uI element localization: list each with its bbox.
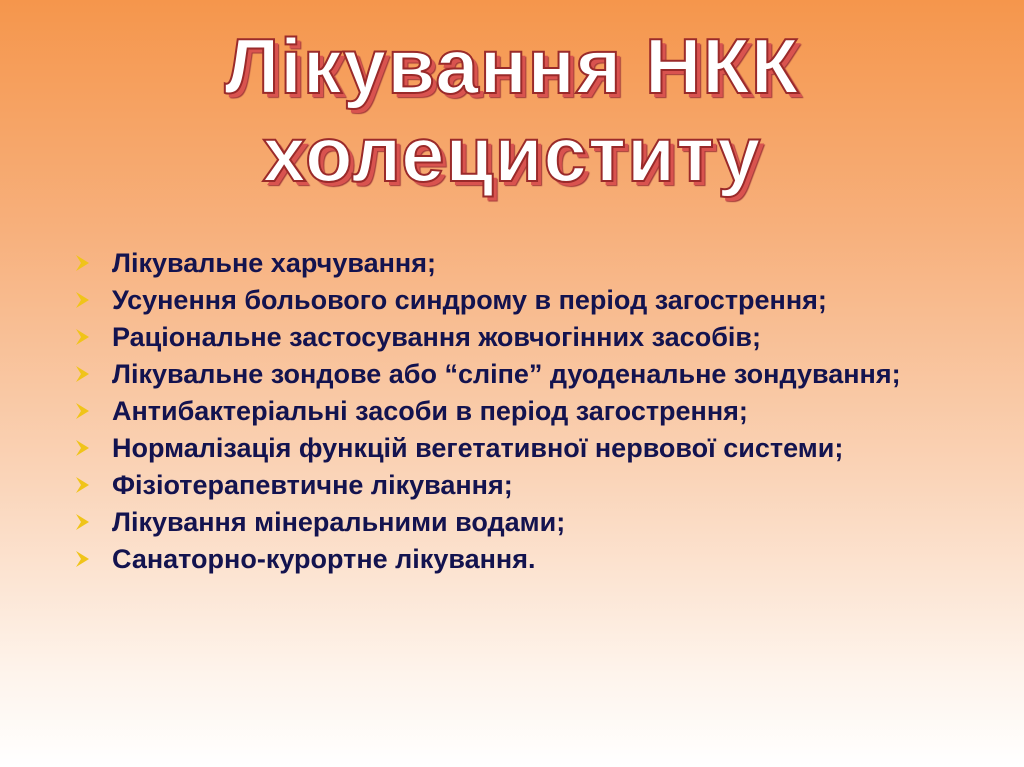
bullet-item: [70, 507, 970, 537]
chevron-right-icon: [74, 328, 90, 346]
slide-title: [0, 22, 1024, 198]
bullet-text: Лікувальне харчування;: [112, 248, 436, 278]
chevron-right-icon: [74, 513, 90, 531]
bullet-item: [70, 544, 970, 574]
bullet-item: [70, 248, 970, 278]
bullet-text: Антибактеріальні засоби в період загострення;: [112, 396, 748, 426]
bullet-item: [70, 359, 970, 389]
bullet-item: [70, 433, 970, 463]
chevron-right-icon: [74, 402, 90, 420]
chevron-right-icon: [74, 254, 90, 272]
bullet-item: [70, 396, 970, 426]
chevron-right-icon: [74, 550, 90, 568]
slide-title-line-1: Лікування НКК: [224, 22, 800, 110]
chevron-right-icon: [74, 476, 90, 494]
bullet-text: Усунення больового синдрому в період загострення;: [112, 285, 827, 315]
bullet-text: Раціональне застосування жовчогінних засобів;: [112, 322, 761, 352]
chevron-right-icon: [74, 291, 90, 309]
bullet-text: Нормалізація функцій вегетативної нервової системи;: [112, 433, 844, 463]
chevron-right-icon: [74, 439, 90, 457]
bullet-text: Фізіотерапевтичне лікування;: [112, 470, 513, 500]
bullet-text: Лікувальне зондове або “сліпе” дуоденальне зондування;: [112, 359, 901, 389]
bullet-item: [70, 470, 970, 500]
bullet-item: [70, 322, 970, 352]
slide-title-line-2: холециститу: [262, 110, 762, 198]
bullet-text: Санаторно-курортне лікування.: [112, 544, 536, 574]
bullet-item: [70, 285, 970, 315]
bullet-list: [70, 248, 970, 581]
chevron-right-icon: [74, 365, 90, 383]
bullet-text: Лікування мінеральними водами;: [112, 507, 566, 537]
